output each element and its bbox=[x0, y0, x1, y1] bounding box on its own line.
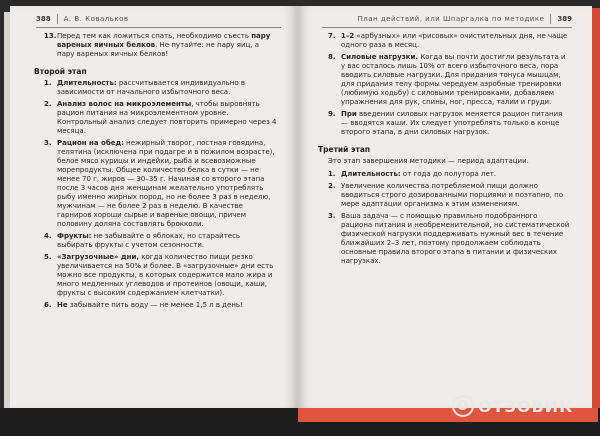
item-text: когда количество пищи резко увеличивается на 50% и более. В «загрузочные» дни есть можно все продукты, в которых содержится мало жира и много медленных углеводов и протеинов (овощи, каши, фрукты с высоким содержанием клетчатки). bbox=[57, 253, 274, 297]
section-intro: Это этап завершения методики — период адаптации. bbox=[328, 157, 529, 165]
list-item bbox=[44, 139, 277, 229]
item-number: 1. bbox=[44, 79, 52, 87]
list-item bbox=[328, 32, 570, 50]
item-number: 3. bbox=[328, 212, 336, 220]
item-number: 8. bbox=[328, 53, 336, 61]
item-lead: Длительность: bbox=[341, 170, 401, 178]
otzovik-watermark bbox=[452, 394, 573, 418]
book-cover-edge-right bbox=[592, 8, 600, 408]
item-lead: Рацион на обед: bbox=[57, 139, 124, 147]
list-item bbox=[44, 79, 277, 97]
item-number: 5. bbox=[44, 253, 52, 261]
item-text: Ваша задача — с помощью правильно подобранного рациона питания и необременительной, но систематической физической нагрузки поддерживать нужный вес в течение ближайших 2–3 лет, поэтому продолжаем соблюдать основные правила второго этапа в питании и физических нагрузках. bbox=[341, 212, 570, 265]
item-number: 13. bbox=[44, 32, 57, 40]
otzovik-logo-icon: О bbox=[452, 395, 474, 417]
list-item bbox=[44, 301, 277, 310]
header-rule bbox=[322, 27, 572, 28]
item-text: Перед тем как ложиться спать, необходимо съесть bbox=[57, 32, 252, 40]
left-page-content bbox=[34, 32, 277, 313]
item-text: рассчитывается индивидуально в зависимости от начального избыточного веса. bbox=[57, 79, 246, 96]
item-bold-text: пару вареных яичных белков bbox=[57, 32, 271, 49]
item-lead: 1–2 bbox=[341, 32, 355, 40]
list-item bbox=[44, 232, 277, 250]
left-page-number: 388 bbox=[36, 15, 51, 23]
section-title-stage-2: Второй этап bbox=[34, 67, 87, 76]
list-item bbox=[44, 253, 277, 298]
list-item bbox=[328, 53, 570, 107]
item-text: забывайте пить воду — не менее 1,5 л в день! bbox=[67, 301, 243, 309]
left-page-header bbox=[36, 14, 281, 24]
item-number: 1. bbox=[328, 170, 336, 178]
left-header-author: А. В. Ковальков bbox=[63, 15, 129, 23]
item-number: 4. bbox=[44, 232, 52, 240]
right-page-header bbox=[342, 14, 572, 24]
item-text: нежирный творог, постная говядина, телятина (исключена при подагре и в пожилом возрасте), белое мясо курицы и индейки, рыба и всевозможные морепродукты. Общее количество белка в сутки — не менее 70 г, жиров — 30–35 г. Начиная со второго этапа после 3 часов дня женщинам желательно употреблять рыбу именно жирных пород, но не более 3 раз в неделю, мужчинам — не более 2 раз в неделю. В качестве гарниров хороши сырые и вареные овощи, причем половину доляна составлять брокколи. bbox=[57, 139, 275, 228]
list-item bbox=[328, 170, 570, 179]
right-page bbox=[298, 6, 592, 408]
item-number: 3. bbox=[44, 139, 52, 147]
item-number: 7. bbox=[328, 32, 336, 40]
item-number: 6. bbox=[44, 301, 52, 309]
item-text: не забывайте о яблоках, но старайтесь выбирать фрукты с учетом сезонности. bbox=[57, 232, 241, 249]
item-text: Увеличение количества потребляемой пищи должно вводиться строго дозированными порциями и поэтапно, по мере адаптации организма к этим изменениям. bbox=[341, 182, 563, 208]
list-item bbox=[44, 32, 277, 59]
left-page bbox=[10, 6, 298, 408]
item-number: 2. bbox=[328, 182, 336, 190]
header-separator bbox=[57, 14, 58, 24]
item-lead: При bbox=[341, 110, 357, 118]
list-item bbox=[328, 182, 570, 209]
section-title-stage-3: Третий этап bbox=[318, 145, 371, 154]
list-item bbox=[44, 100, 277, 136]
item-lead: «Загрузочные» дни, bbox=[57, 253, 140, 261]
list-item bbox=[328, 212, 570, 266]
item-text: введении силовых нагрузок меняется рацион питания — вводятся каши. Их следует употреблять только в конце второго этапа, в дни силовых нагрузок. bbox=[341, 110, 563, 136]
watermark-text: ОТЗОВИК bbox=[478, 396, 574, 416]
item-lead: Фрукты: bbox=[57, 232, 92, 240]
item-number: 2. bbox=[44, 100, 52, 108]
item-lead: Анализ волос на микроэлементы bbox=[57, 100, 192, 108]
list-item bbox=[328, 110, 570, 137]
item-number: 9. bbox=[328, 110, 336, 118]
item-text: «арбузных» или «рисовых» очистительных дня, не чаще одного раза в месяц. bbox=[341, 32, 568, 49]
item-text: Когда вы почти достигли результата и у вас осталось лишь 10% от всего избыточного веса, пора вводить силовые нагрузки. Для придания тонуса мышцам, для придания телу формы чередуем аэробные тренировки (любимую ходьбу) с силовыми тренировками, добавляем упражнения для рук, спины, ног, пресса, талии и груди. bbox=[341, 53, 566, 106]
item-lead: Не bbox=[57, 301, 68, 309]
item-text: , чтобы выровнять рацион питания на микроэлементном уровне. Контрольный анализ следует повторить примерно через 4 месяца. bbox=[57, 100, 277, 135]
right-header-title: План действий, или Шпаргалка по методике bbox=[357, 15, 545, 23]
item-lead: Силовые нагрузки. bbox=[341, 53, 419, 61]
item-text: . Не путайте: не пару яиц, а пару вареных яичных белков! bbox=[57, 41, 260, 58]
right-page-number: 389 bbox=[557, 15, 572, 23]
header-separator bbox=[550, 14, 551, 24]
item-text: от года до полутора лет. bbox=[400, 170, 497, 178]
item-lead: Длительность: bbox=[57, 79, 117, 87]
right-page-content bbox=[318, 32, 570, 269]
header-rule bbox=[36, 27, 281, 28]
